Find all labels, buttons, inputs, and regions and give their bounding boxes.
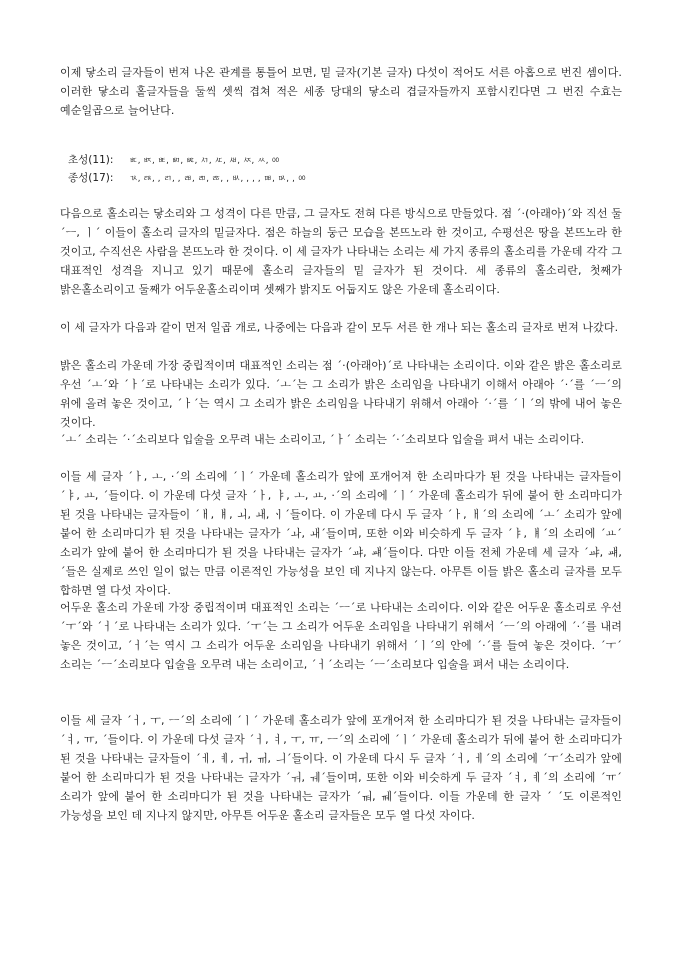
paragraph-bright-compounds: 이들 세 글자 ´ㅏ, ㅗ, ·´의 소리에 ´ㅣ´ 가운데 홀소리가 앞에 포개어져 한 소리마다가 된 것을 나타내는 글자들이 ´ㅑ, ㅛ, ´들이다. 이 가운데 다섯 글자 ´ㅏ, ㅑ, ㅗ, ㅛ, ·´의 소리에 ´ㅣ´ 가운데 홀소리가 뒤에 붙어 한 소리마디가 된 것을 나타내는 글자들이 ´ㅐ, ㅒ, ㅚ, ㅙ, ㆎ´들이다. 이 가운데 다시 두 글자 ´ㅏ, ㅐ´의 소리에 ´ㅗ´ 소리가 앞에 붙어 한 소리마디가 된 것을 나타내는 글자가 ´ㅘ, ㅙ´들이며, 또한 이와 비슷하게 두 글자 ´ㅑ, ㅒ´의 소리에 ´ㅛ´ 소리가 앞에 붙어 한 소리마디가 된 것을 나타내는 글자가 ´ㆇ, ㆈ´들이다. 다만 이들 전체 가운데 세 글자 ´ㆇ, ㆈ, ´들은 실제로 쓰인 일이 없는 만큼 이론적인 가능성을 보인 데 지나지 않는다. 아무튼 이들 밝은 홀소리 글자를 모두 합하면 열 다섯 자이다. xyxy=(60,470,622,597)
final-cluster-values: ㄳ, ㅩ, , ㄺ, , ㄼ, ㄻ, ㅀ, , ㅄ, , , , ㅮ, ㅯ, , ㆀ xyxy=(129,174,307,184)
initial-cluster-row xyxy=(68,153,628,168)
paragraph-vowel-expansion: 이 세 글자가 다음과 같이 먼저 일곱 개로, 나중에는 다음과 같이 모두 서른 한 개나 되는 홀소리 글자로 번져 나갔다. xyxy=(60,321,619,334)
paragraph-dark-compounds: 이들 세 글자 ´ㅓ, ㅜ, ㅡ´의 소리에 ´ㅣ´ 가운데 홀소리가 앞에 포개어져 한 소리마디가 된 것을 나타내는 글자들이 ´ㅕ, ㅠ, ´들이다. 이 가운데 다섯 글자 ´ㅓ, ㅕ, ㅜ, ㅠ, ㅡ´의 소리에 ´ㅣ´ 가운데 홀소리가 뒤에 붙어 한 소리마디가 된 것을 나타내는 글자들이 ´ㅔ, ㅖ, ㅟ, ㆌ, ㅢ´들이다. 이 가운데 다시 두 글자 ´ㅓ, ㅔ´의 소리에 ´ㅜ´소리가 앞에 붙어 한 소리마디가 된 것을 나타내는 글자가 ´ㅝ, ㅞ´들이며, 또한 이와 비슷하게 두 글자 ´ㅕ, ㅖ´의 소리에 ´ㅠ´ 소리가 앞에 붙어 한 소리마디가 된 것을 나타내는 글자가 ´ㆊ, ㆋ´들이다. 이들 가운데 한 글자 ´ ´도 이론적인 가능성을 보인 데 지나지 않지만, 아무튼 어두운 홀소리 글자들은 모두 열 다섯 자이다. xyxy=(60,714,622,822)
initial-cluster-values: ㅳ, ㅶ, ㅷ, ㅴ, ㅵ, ㅺ, ㅼ, ㅽ, ㅾ, ㅆ, ㆀ xyxy=(129,156,280,166)
paragraph-bright-lips: ´ㅗ´ 소리는 ´·´소리보다 입술을 오무려 내는 소리이고, ´ㅏ´ 소리는 ´·´소리보다 입술을 펴서 내는 소리이다. xyxy=(60,433,585,446)
paragraph-consonant-summary: 이제 닿소리 글자들이 번져 나온 관계를 통틀어 보면, 밑 글자(기본 글자) 다섯이 적어도 서른 아홉으로 번진 셈이다. 이러한 닿소리 홑글자들을 둘씩 셋씩 겹쳐 적은 세종 당대의 닿소리 겹글자들까지 포함시킨다면 그 번진 수효는 예순일곱으로 늘어난다. xyxy=(60,66,622,117)
paragraph-vowel-basics: 다음으로 홀소리는 닿소리와 그 성격이 다른 만큼, 그 글자도 전혀 다른 방식으로 만들었다. 점 ´·(아래아)´와 직선 둘 ´ㅡ, ㅣ´ 이들이 홀소리 글자의 밑글자다. 점은 하늘의 둥근 모습을 본뜨노라 한 것이고, 수평선은 땅을 본뜨노라 한 것이고, 수직선은 사람을 본뜨노라 한 것이다. 이 세 글자가 나타내는 소리는 세 가지 종류의 홀소리를 가운데 각각 그 대표적인 성격을 지니고 있기 때문에 홀소리 글자들의 밑 글자가 된 것이다. 세 종류의 홀소리란, 첫째가 밝은홀소리이고 둘째가 어두운홀소리이며 셋째가 밝지도 어둡지도 않은 가운데 홀소리이다. xyxy=(60,207,622,296)
final-cluster-label: 종성(17): xyxy=(68,172,114,184)
paragraph-bright-vowels: 밝은 홀소리 가운데 가장 중립적이며 대표적인 소리는 점 ´·(아래아)´로 나타내는 소리이다. 이와 같은 밝은 홀소리로 우선 ´ㅗ´와 ´ㅏ´로 나타내는 소리가 있다. ´ㅗ´는 그 소리가 밝은 소리임을 나타내기 이해서 아래아 ´·´를 ´ㅡ´의 위에 올려 놓은 것이고, ´ㅏ´는 역시 그 소리가 밝은 소리임을 나타내기 위해서 아래아 ´·´를 ´ㅣ´의 밖에 내어 놓은 것이다. xyxy=(60,359,622,429)
initial-cluster-label: 초성(11): xyxy=(68,154,114,166)
paragraph-dark-vowels: 어두운 홀소리 가운데 가장 중립적이며 대표적인 소리는 ´ㅡ´로 나타내는 소리이다. 이와 같은 어두운 홀소리로 우선 ´ㅜ´와 ´ㅓ´로 나타내는 소리가 있다. ´ㅜ´는 그 소리가 어두운 소리임을 나타내기 위해서 ´ㅡ´의 아래에 ´·´를 내려 놓은 것이고, ´ㅓ´는 역시 그 소리가 어두운 소리임을 나타내기 위해서 ´ㅣ´의 안에 ´·´를 들여 놓은 것이다. ´ㅜ´ 소리는 ´ㅡ´소리보다 입술을 오무려 내는 소리이고, ´ㅓ´소리는 ´ㅡ´소리보다 입술을 펴서 내는 소리이다. xyxy=(60,601,622,671)
final-cluster-row xyxy=(68,171,628,186)
